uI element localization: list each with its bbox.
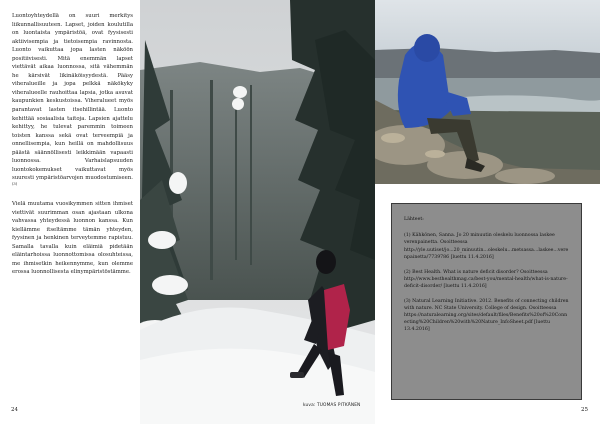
paragraph-1-text: Luontoyhteydellä on suuri merkitys liikunnallisuuteen. Lapset, joiden koulutilla on luontaista ympäristöä, ovat fyysisesti aktiivisempia ja tietoisempia ravinnosta. Luonto vaikuttaa jopa lasten näköön positiivisesti. Mitä enemmän lapset viettävät aikaa luonnossa, sitä vähemmän he kärsivät likinäköisyydestä. Pääsy viheralueille ja jopa pelkkä näkökyky viheralueelle rauhoittaa lapsia, jotka asuvat kaupunkien keskustoissa. Viheralueet myös parantavat lasten itsehillintää. Luonto kehittää sosiaalisia taitoja. Lapsien ajattelu kehittyy, he tulevat paremmin toimeen toisten kanssa sekä ovat terveempiä ja onnellisempia, kun heillä on mahdollisuus päästä säännöllisesti leikkimään vapaasti luonnossa. Varhaislapsuuden luontokokemukset vaikuttavat myös suuresti ympäristöarvojen muodostumiseen. [12,13,133,182]
article-paragraph-1 [12,12,133,191]
source-item-3: (3) Natural Learning Initiative. 2012. Benefits of connecting children with nature. NC State University. College of design. Osoitteessa https://naturalearning.org/sites/default/files/Benefits%20of%20Connecting%20Children%20with%20Nature_InfoSheet.pdf [luettu 13.4.2016] [404,298,569,333]
hiker-lake-photo [375,0,600,184]
source-item-1: (1) Kähkönen, Sanna. Jo 20 minuutin oleskelu luonnossa laskee verenpainetta. Osoitteessa http://yle.uutiset/jo...20_minuutin...oleskelu...metsassa...laskee...verenpainetta/7739786 [luettu 11.4.2016] [404,233,569,260]
article-text [12,12,133,285]
snowy-forest-photo [140,0,375,424]
sources-box [391,203,582,400]
source-item-2: (2) Best Health. What is nature deficit disorder? Osoitteessa http://www.besthealthmag.ca/best-you/mental-health/what-is-nature-deficit-disorder/ [luettu 11.4.2016] [404,269,568,289]
footnote-mark: (3) [12,182,18,187]
sources-heading: Lähteet: [404,217,424,222]
page-number-right: 25 [581,407,588,413]
article-paragraph-2: Vielä muutama vuosikymmen sitten ihmiset viettivät suurimman osan ajastaan ulkona vahvassa yhteydessä luonnon kanssa. Kun kiellämme itseltämme tämän yhteyden, fyysinen ja henkinen terveytemme rapistuu. Samalla tavalla kuin eläimiä pidetään eläintarhoissa luonnottomissa olosuhteissa, me ihmisetkin heikennymme, kun olemme erossa luonnollisesta elinympäristöstämme. [12,200,133,276]
page-number-left: 24 [11,407,18,413]
photo-credit: kuva: TUOMAS PITKÄNEN [303,403,361,408]
